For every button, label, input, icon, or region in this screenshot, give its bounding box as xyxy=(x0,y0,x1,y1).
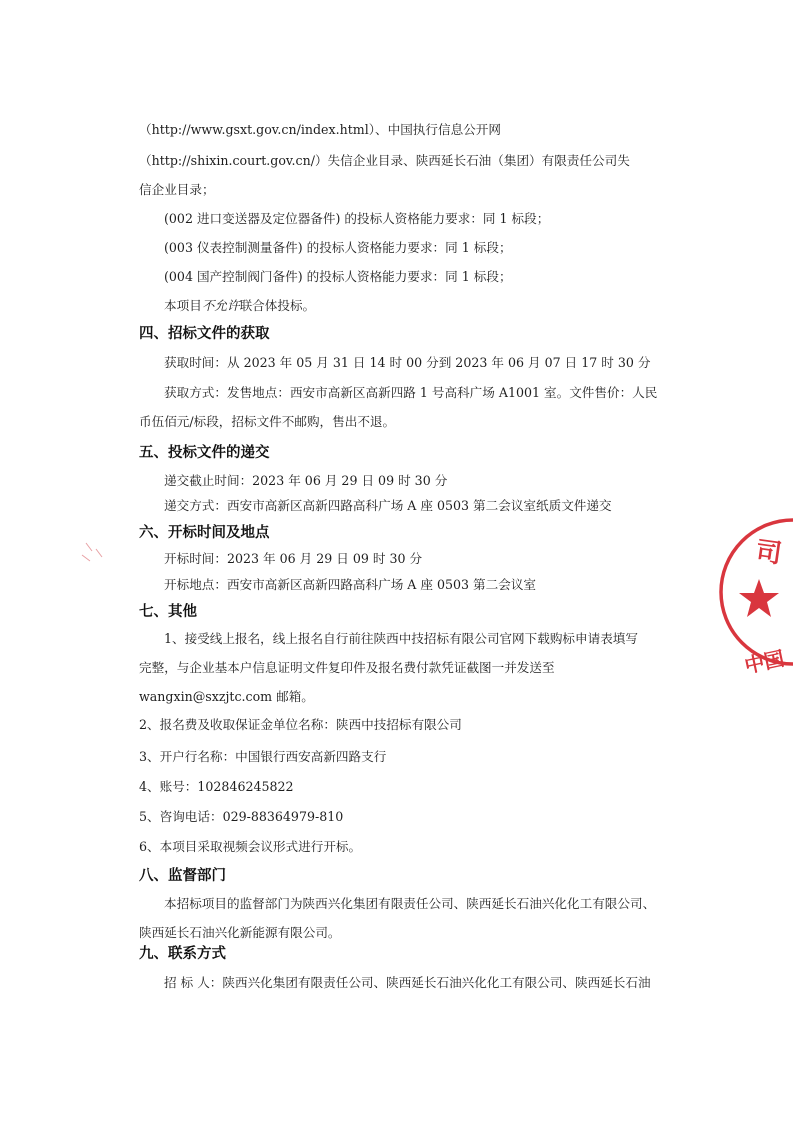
text-line-lot-002: (002 进口变送器及定位器备件) 的投标人资格能力要求：同 1 标段； xyxy=(164,211,550,226)
heading-section-7: 七、其他 xyxy=(139,604,197,620)
s7-item-6: 6、本项目采取视频会议形式进行开标。 xyxy=(139,839,362,854)
heading-section-8: 八、监督部门 xyxy=(139,868,226,884)
text-line-consortium xyxy=(164,298,315,314)
s7-item-1-email: wangxin@sxzjtc.com 邮箱。 xyxy=(139,689,314,704)
consortium-prefix: 本项目 xyxy=(164,298,202,313)
s4-acquire-method-cont: 币伍佰元/标段，招标文件不邮购，售出不退。 xyxy=(139,414,396,429)
heading-section-6: 六、开标时间及地点 xyxy=(139,525,270,541)
text-line-lot-004: (004 国产控制阀门备件) 的投标人资格能力要求：同 1 标段； xyxy=(164,269,512,284)
seal-text-bottom: 中国 xyxy=(742,646,787,678)
s7-item-1: 1、接受线上报名，线上报名自行前往陕西中技招标有限公司官网下载购标申请表填写 xyxy=(164,631,638,646)
heading-section-9: 九、联系方式 xyxy=(139,946,226,962)
s7-item-5: 5、咨询电话：029-88364979-810 xyxy=(139,809,344,824)
seal-star-icon xyxy=(738,578,780,620)
text-line-url-2: （http://shixin.court.gov.cn/）失信企业目录、陕西延长石油（集团）有限责任公司失 xyxy=(139,153,630,168)
s8-body-1: 本招标项目的监督部门为陕西兴化集团有限责任公司、陕西延长石油兴化化工有限公司、 xyxy=(164,896,656,911)
margin-mark-icon xyxy=(78,535,118,575)
heading-section-5: 五、投标文件的递交 xyxy=(139,445,270,461)
s4-acquire-method: 获取方式：发售地点：西安市高新区高新四路 1 号高科广场 A1001 室。文件售价：人民 xyxy=(164,385,658,400)
text-line-url-1: （http://www.gsxt.gov.cn/index.html）、中国执行信息公开网 xyxy=(139,122,501,137)
s4-acquire-time: 获取时间：从 2023 年 05 月 31 日 14 时 00 分到 2023 年 06 月 07 日 17 时 30 分 xyxy=(164,355,651,370)
consortium-not-allowed: 不允许 xyxy=(201,298,240,313)
s7-item-1-cont: 完整，与企业基本户信息证明文件复印件及报名费付款凭证截图一并发送至 xyxy=(139,660,555,675)
s5-method: 递交方式：西安市高新区高新四路高科广场 A 座 0503 第二会议室纸质文件递交 xyxy=(164,498,612,513)
s9-tenderer: 招 标 人：陕西兴化集团有限责任公司、陕西延长石油兴化化工有限公司、陕西延长石油 xyxy=(164,975,651,990)
text-line-lot-003: (003 仪表控制测量备件) 的投标人资格能力要求：同 1 标段； xyxy=(164,240,512,255)
s8-body-2: 陕西延长石油兴化新能源有限公司。 xyxy=(139,925,341,940)
s7-item-3: 3、开户行名称：中国银行西安高新四路支行 xyxy=(139,749,387,764)
s6-open-time: 开标时间：2023 年 06 月 29 日 09 时 30 分 xyxy=(164,551,423,566)
s7-item-2: 2、报名费及收取保证金单位名称：陕西中技招标有限公司 xyxy=(139,717,462,732)
s7-item-4: 4、账号：102846245822 xyxy=(139,779,294,794)
heading-section-4: 四、招标文件的获取 xyxy=(139,326,270,342)
s6-open-place: 开标地点：西安市高新区高新四路高科广场 A 座 0503 第二会议室 xyxy=(164,577,537,592)
seal-text-top: 司 xyxy=(753,536,784,570)
s5-deadline: 递交截止时间：2023 年 06 月 29 日 09 时 30 分 xyxy=(164,473,448,488)
text-line-catalog: 信企业目录； xyxy=(139,182,215,197)
consortium-suffix: 联合体投标。 xyxy=(239,298,316,313)
